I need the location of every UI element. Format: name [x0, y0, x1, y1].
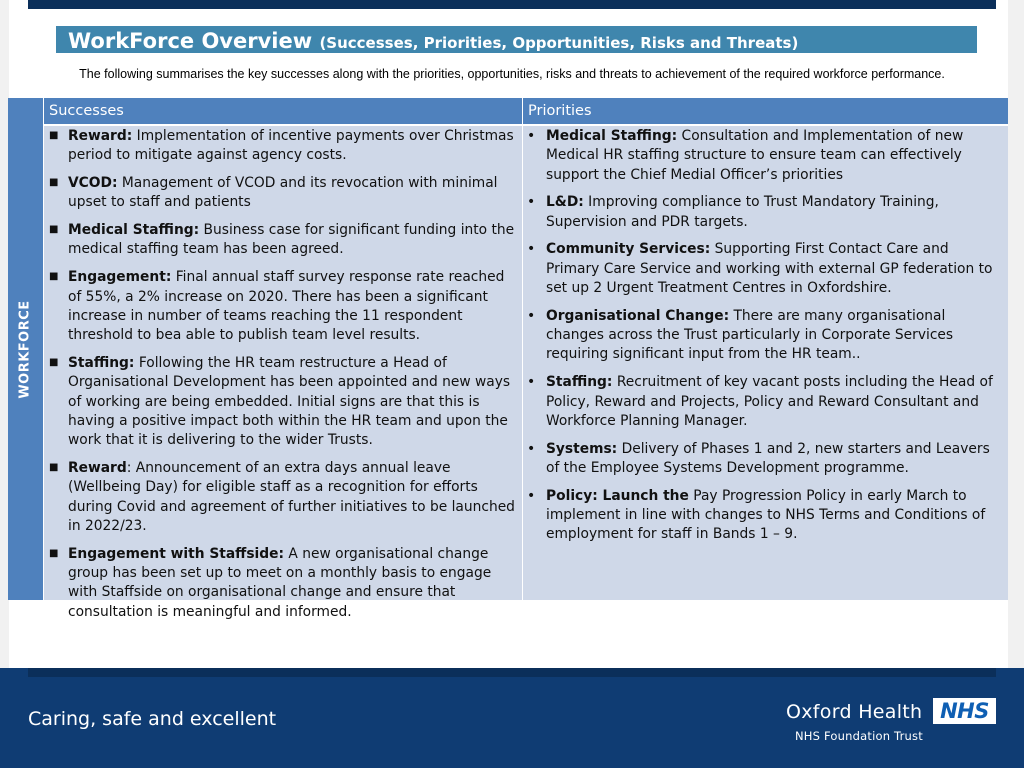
- list-item: [49, 174, 518, 213]
- square-bullet-icon: ■: [49, 130, 59, 141]
- list-item: [527, 240, 1004, 298]
- item-text: : Announcement of an extra days annual leave (Wellbeing Day) for eligible staff as a recognition for efforts during Covid and agreement of further initiatives to be launched in 2022/23.: [68, 459, 515, 534]
- item-lead: Engagement:: [68, 269, 172, 286]
- priorities-list: [523, 126, 1008, 545]
- side-label-text: WORKFORCE: [18, 299, 33, 399]
- item-lead: Medical Staffing:: [68, 222, 200, 239]
- list-item: [49, 221, 518, 260]
- successes-list: [44, 126, 522, 622]
- item-text: Business case for significant funding into the medical staffing team has been agreed.: [68, 222, 515, 258]
- item-lead: Policy: Launch the: [546, 487, 689, 504]
- page-title: [56, 26, 977, 53]
- list-item: [49, 545, 518, 622]
- list-item: [527, 193, 1004, 232]
- priorities-header: Priorities: [523, 98, 1008, 126]
- square-bullet-icon: ■: [49, 547, 59, 559]
- item-lead: Organisational Change:: [546, 307, 730, 324]
- item-text: Improving compliance to Trust Mandatory Training, Supervision and PDR targets.: [546, 194, 939, 230]
- item-text: Following the HR team restructure a Head of Organisational Development has been appointed and new ways of working are being embedded. Initial signs are that this is having a positive impact both within the HR team and upon the work that it is delivering to the wider Trusts.: [68, 354, 511, 449]
- item-lead: Staffing:: [68, 354, 135, 371]
- item-lead: L&D:: [546, 194, 584, 211]
- square-bullet-icon: ■: [49, 224, 59, 236]
- item-text: Supporting First Contact Care and Primary Care Service and working with external GP federation to set up 2 Urgent Treatment Centres in Oxfordshire.: [546, 241, 993, 297]
- item-lead: Reward: [68, 459, 127, 476]
- square-bullet-icon: ■: [49, 177, 59, 189]
- item-lead: Engagement with Staffside:: [68, 545, 285, 562]
- item-lead: Community Services:: [546, 241, 711, 258]
- square-bullet-icon: ■: [49, 271, 59, 283]
- side-label-panel: [8, 98, 43, 600]
- list-item: [49, 354, 518, 450]
- org-name: Oxford Health: [786, 701, 923, 723]
- successes-header: Successes: [44, 98, 522, 126]
- item-text: Management of VCOD and its revocation with minimal upset to staff and patients: [68, 175, 498, 211]
- item-lead: VCOD:: [68, 175, 118, 192]
- round-bullet-icon: •: [527, 307, 536, 324]
- item-text: Recruitment of key vacant posts including the Head of Policy, Reward and Projects, Policy and Reward Consultant and Workforce Planning Manager.: [546, 374, 993, 429]
- list-item: [49, 459, 518, 536]
- intro-text: The following summarises the key successes along with the priorities, opportunities, risks and threats to achievement of the required workforce performance.: [79, 67, 945, 81]
- title-main: WorkForce Overview: [68, 29, 320, 53]
- round-bullet-icon: •: [527, 128, 536, 144]
- item-text: Consultation and Implementation of new Medical HR staffing structure to ensure team can effectively support the Chief Medial Officer’s priorities: [546, 128, 964, 183]
- item-text: A new organisational change group has been set up to meet on a monthly basis to engage with Staffside on organisational change and ensure that consultation is meaningful and informed.: [68, 545, 492, 620]
- item-lead: Staffing:: [546, 374, 613, 391]
- list-item: [49, 268, 518, 345]
- square-bullet-icon: ■: [49, 356, 59, 368]
- nhs-logo-icon: NHS: [933, 698, 996, 724]
- successes-column: [44, 98, 522, 620]
- list-item: [527, 307, 1004, 365]
- item-text: There are many organisational changes across the Trust particularly in Corporate Services requiring significant input from the HR team..: [546, 307, 954, 363]
- item-text: Pay Progression Policy in early March to implement in line with changes to NHS Terms and Conditions of employment for staff in Bands 1 – 9.: [546, 487, 986, 543]
- list-item: [527, 440, 1004, 479]
- round-bullet-icon: •: [527, 440, 536, 457]
- footer-accent-bar: [28, 668, 996, 677]
- list-item: [527, 373, 1004, 431]
- item-text: Final annual staff survey response rate reached of 55%, a 2% increase on 2020. There has been a significant increase in number of teams reaching the 11 respondent threshold to bea able to publish team level results.: [68, 269, 505, 344]
- list-item: [527, 127, 1004, 185]
- list-item: [527, 487, 1004, 545]
- item-lead: Reward:: [68, 128, 133, 144]
- priorities-column: [523, 98, 1008, 600]
- item-lead: Systems:: [546, 440, 618, 457]
- org-subtitle: NHS Foundation Trust: [795, 729, 923, 743]
- round-bullet-icon: •: [527, 241, 536, 258]
- round-bullet-icon: •: [527, 194, 536, 211]
- title-subtitle: (Successes, Priorities, Opportunities, Risks and Threats): [319, 34, 799, 52]
- item-text: Delivery of Phases 1 and 2, new starters and Leavers of the Employee Systems Development programme.: [546, 440, 990, 476]
- square-bullet-icon: ■: [49, 461, 59, 473]
- list-item: [49, 127, 518, 166]
- round-bullet-icon: •: [527, 487, 536, 504]
- item-text: Implementation of incentive payments over Christmas period to mitigate against agency costs.: [68, 128, 514, 164]
- item-lead: Medical Staffing:: [546, 128, 678, 144]
- round-bullet-icon: •: [527, 374, 536, 391]
- top-accent-bar: [28, 0, 996, 9]
- footer-tagline: Caring, safe and excellent: [28, 708, 277, 730]
- right-margin-shade: [1008, 0, 1024, 668]
